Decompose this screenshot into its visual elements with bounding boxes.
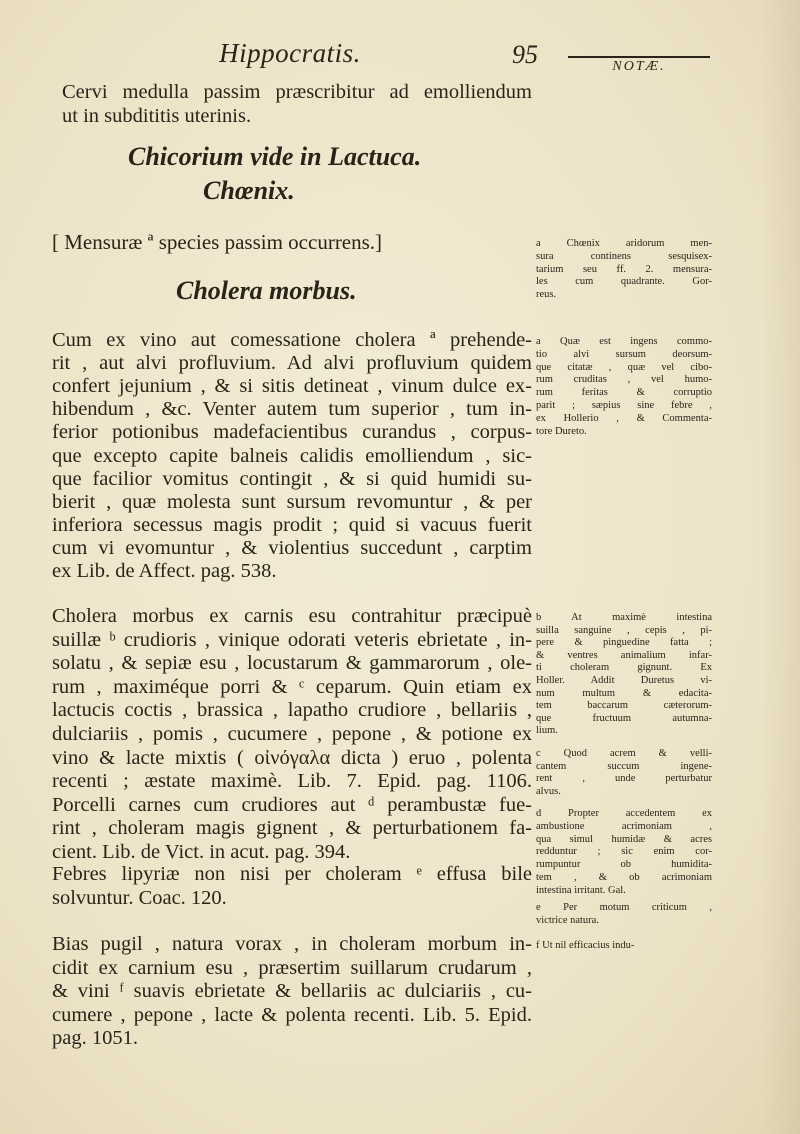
- text-line: cumere , pepone , lacte & polenta recenti. Lib. 5. Epid.: [52, 1003, 532, 1026]
- note-line: qua simul humidæ & acres: [536, 833, 712, 845]
- note-line: reus.: [536, 289, 557, 301]
- text-line: que excepto capite balneis calidis emolliendum , sic-: [52, 444, 532, 467]
- heading-chicorium: Chicorium vide in Lactuca.: [128, 142, 422, 171]
- text-line: bierit , quæ molesta sunt sursum revomuntur , & per: [52, 490, 532, 513]
- note-line: & ventres animalium infar-: [536, 649, 712, 661]
- note-line: rum cruditas , vel humo-: [536, 374, 712, 386]
- page-gutter-shadow: [760, 0, 800, 1134]
- text-line: rint , choleram magis gignent , & perturbationem fa-: [52, 817, 532, 840]
- note-line: d Propter accedentem ex: [536, 808, 712, 819]
- text-line: recenti ; æstate maximè. Lib. 7. Epid. pag. 1106.: [52, 770, 532, 793]
- note-line: e Per motum criticum ,: [536, 902, 712, 913]
- mensurae-line: [ Mensuræ ª species passim occurrens.]: [52, 230, 383, 254]
- note-line: a Quæ est ingens commo-: [536, 336, 712, 347]
- text-line: suillæ ᵇ crudioris , vinique odorati veteris ebrietate , in-: [52, 628, 532, 651]
- text-line: rum , maximéque porri & ᶜ ceparum. Quin etiam ex: [52, 675, 532, 698]
- text-line: confert jejunium , & si sitis detineat , vinum dulce ex-: [52, 375, 532, 398]
- note-line: tarium seu ff. 2. mensura-: [536, 263, 712, 275]
- intro-line: ut in subdititis uterinis.: [62, 105, 252, 127]
- page-number: 95: [512, 40, 538, 69]
- note-line: b At maximè intestina: [536, 612, 712, 623]
- note-line: ti choleram gignunt. Ex: [536, 662, 712, 674]
- text-line: solatu , & sepiæ esu , locustarum & gammarorum , ole-: [52, 652, 532, 675]
- text-line: que facilior vomitus contingit , & si quid humidi su-: [52, 467, 532, 490]
- note-line: rumpuntur ob humidita-: [536, 859, 712, 871]
- text-line: pag. 1051.: [52, 1027, 138, 1049]
- text-line: & vini ᶠ suavis ebrietate & bellariis ac dulciariis , cu-: [52, 980, 532, 1002]
- text-line: vino & lacte mixtis ( οἰνόγαλα dicta ) eruo , polenta: [52, 746, 532, 769]
- note-line: redduntur ; sic enim cor-: [536, 846, 712, 858]
- note-line: ex Hollerio , & Commenta-: [536, 412, 712, 424]
- text-line: cient. Lib. de Vict. in acut. pag. 394.: [52, 841, 351, 863]
- text-line: lactucis coctis , brassica , lapatho crudiore , bellariis ,: [52, 699, 532, 722]
- text-line: ex Lib. de Affect. pag. 538.: [52, 560, 277, 582]
- intro-line: Cervi medulla passim præscribitur ad emolliendum: [62, 81, 532, 103]
- note-line: a Chœnix aridorum men-: [536, 238, 712, 249]
- note-line: rent , unde perturbatur: [536, 773, 712, 785]
- note-line: victrice natura.: [536, 914, 599, 926]
- text-line: ferior potionibus madefacientibus curandus , corpus-: [52, 421, 532, 444]
- text-line: solvuntur. Coac. 120.: [52, 886, 227, 909]
- note-line: lium.: [536, 725, 558, 737]
- note-line: tem baccarum cæterorum-: [536, 700, 712, 712]
- note-line: suilla sanguine , cepis , pi-: [536, 624, 712, 636]
- note-line: que fructuum autumna-: [536, 712, 712, 724]
- text-line: Bias pugil , natura vorax , in choleram morbum in-: [52, 933, 532, 955]
- heading-cholera: Cholera morbus.: [176, 276, 357, 305]
- note-line: intestina irritant. Gal.: [536, 884, 626, 896]
- note-line: Holler. Addit Duretus vi-: [536, 675, 712, 686]
- text-line: dulciariis , pomis , cucumere , pepone , & potione ex: [52, 723, 532, 745]
- note-line: pere & pinguedine fatta ;: [536, 637, 712, 649]
- heading-choenix: Chœnix.: [203, 176, 295, 205]
- text-line: Porcelli carnes cum crudiores aut ᵈ perambustæ fue-: [52, 793, 532, 816]
- text-line: rit , aut alvi profluvium. Ad alvi profluvium quidem: [52, 352, 532, 375]
- text-line: inferiora secessus magis prodit ; quid si vacuus fuerit: [52, 513, 532, 536]
- note-line: f Ut nil efficacius indu-: [536, 940, 635, 951]
- note-line: tore Dureto.: [536, 425, 587, 437]
- note-line: parit ; sæpius sine febre ,: [536, 400, 712, 411]
- running-title: Hippocratis.: [219, 38, 361, 68]
- text-line: hibendum , &c. Venter autem tum superior , tum in-: [52, 398, 532, 421]
- note-line: rum feritas & corruptio: [536, 387, 712, 399]
- note-line: les cum quadrante. Gor-: [536, 276, 712, 288]
- text-line: cidit ex carnium esu , præsertim suillarum crudarum ,: [52, 956, 532, 979]
- note-line: c Quod acrem & velli-: [536, 748, 712, 759]
- note-line: ambustione acrimoniam ,: [536, 820, 712, 832]
- note-line: cantem succum ingene-: [536, 760, 712, 772]
- note-line: tio alvi sursum deorsum-: [536, 348, 712, 360]
- note-line: sura continens sesquisex-: [536, 250, 712, 262]
- note-line: alvus.: [536, 785, 561, 797]
- text-line: cum vi evomuntur , & violentius succedunt , carptim: [52, 536, 532, 559]
- note-line: num multum & edacita-: [536, 687, 712, 699]
- notes-column-label: NOTÆ.: [568, 56, 710, 75]
- text-line: Cum ex vino aut comessatione cholera ª prehende-: [52, 329, 532, 351]
- note-line: tem , & ob acrimoniam: [536, 872, 712, 883]
- text-line: Cholera morbus ex carnis esu contrahitur præcipuè: [52, 605, 532, 627]
- text-line: Febres lipyriæ non nisi per choleram ᵉ effusa bile: [52, 863, 532, 885]
- note-line: que citatæ , quæ vel cibo-: [536, 361, 712, 373]
